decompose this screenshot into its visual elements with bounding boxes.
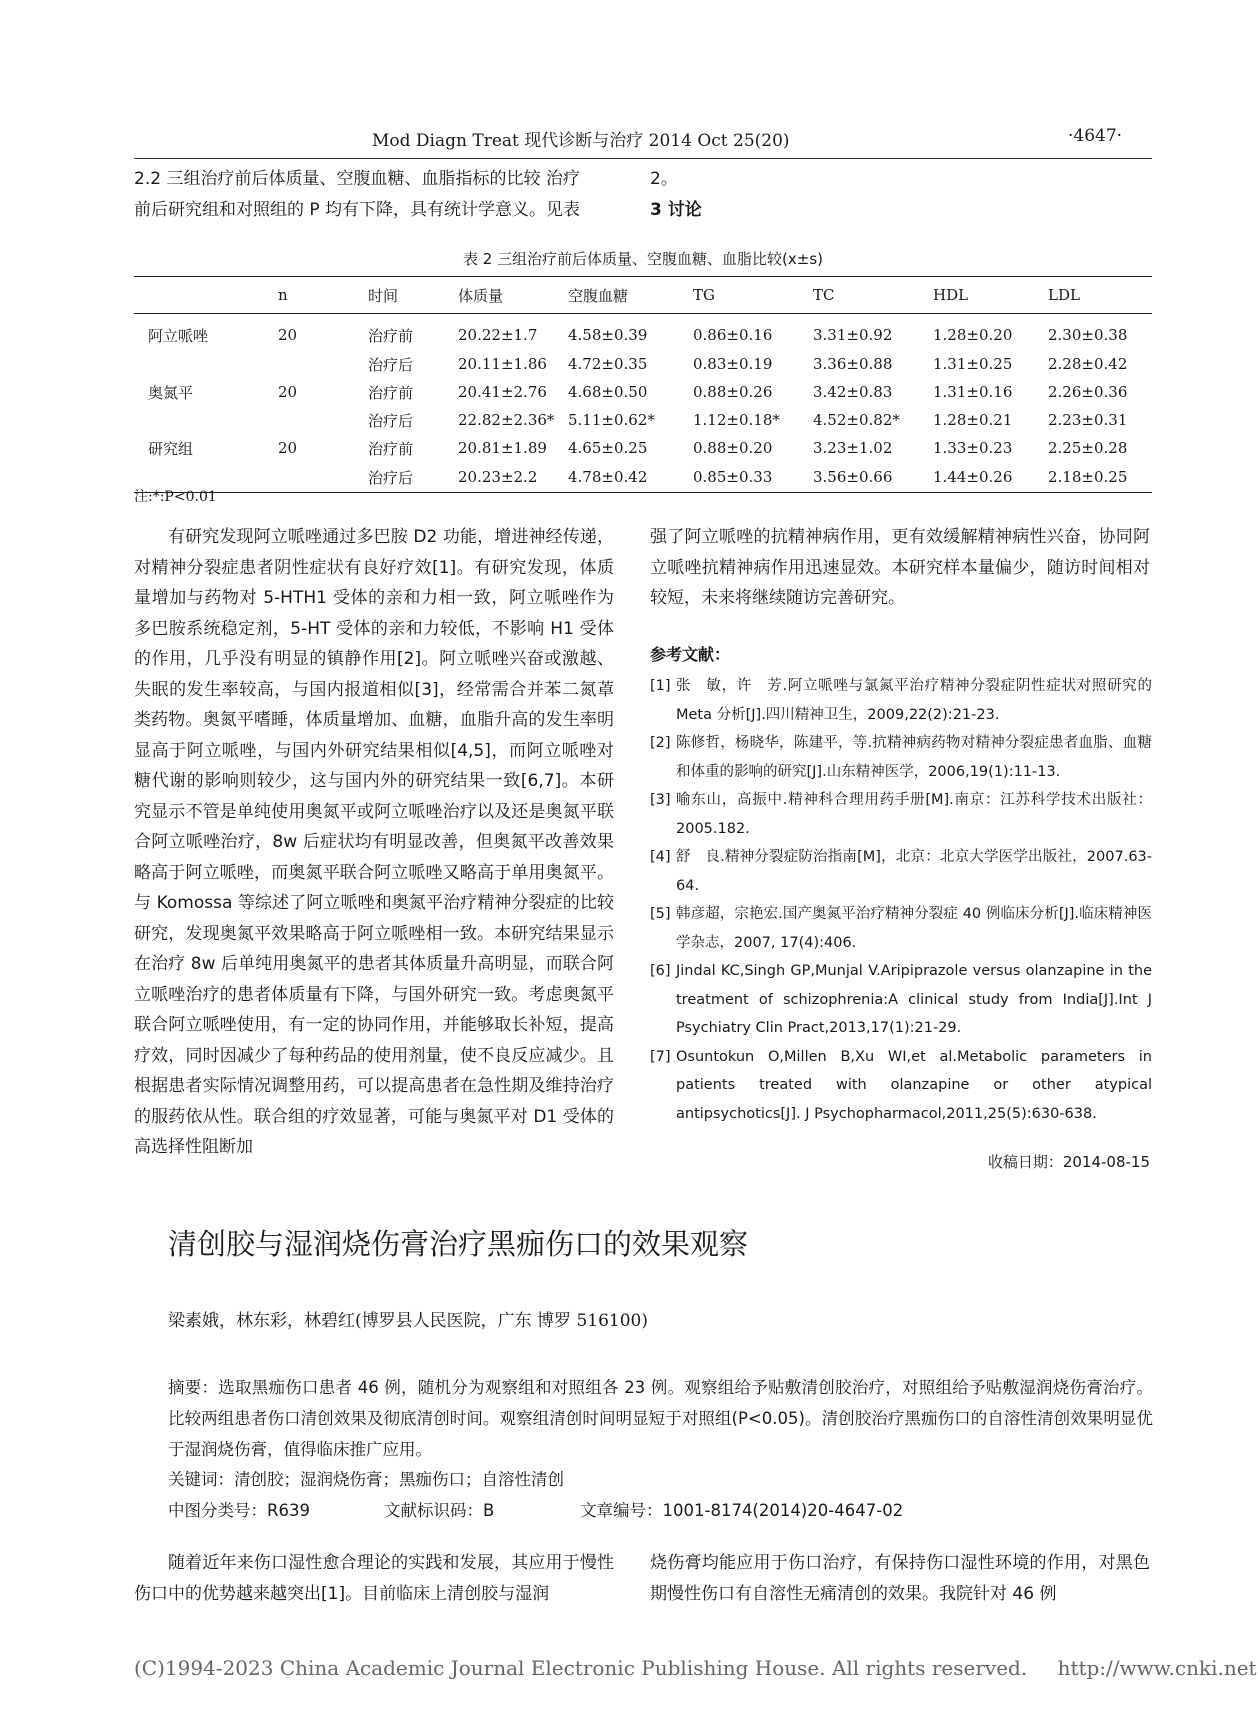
table-note: 注:*:P<0.01: [134, 489, 217, 505]
table-cell: 4.68±0.50: [568, 383, 648, 401]
body-paragraph: 强了阿立哌唑的抗精神病作用，更有效缓解精神病性兴奋，协同阿立哌唑抗精神病作用迅速显效。本研究样本量偏少，随访时间相对较短，未来将继续随访完善研究。: [650, 527, 1150, 608]
table-cell: 20.81±1.89: [458, 439, 547, 457]
table-cell: 研究组: [148, 439, 194, 458]
reference-text: 喻东山，高振中.精神科合理用药手册[M].南京：江苏科学技术出版社：2005.182.: [676, 792, 1152, 837]
body-paragraph: 随着近年来伤口湿性愈合理论的实践和发展，其应用于慢性伤口中的优势越来越突出[1]。目前临床上清创胶与湿润: [134, 1553, 614, 1604]
table-cell: 2.25±0.28: [1048, 439, 1128, 457]
reference-item: [650, 843, 1152, 900]
table-cell: 4.65±0.25: [568, 439, 648, 457]
reference-number: [4]: [650, 849, 671, 865]
table-cell: 20.41±2.76: [458, 383, 547, 401]
table-cell: 1.28±0.20: [933, 326, 1013, 344]
table-cell: 4.52±0.82*: [813, 411, 900, 429]
article-title: 清创胶与湿润烧伤膏治疗黑痂伤口的效果观察: [168, 1227, 749, 1261]
table-cell: [278, 462, 368, 493]
table-body: [134, 314, 1152, 493]
reference-item: [650, 672, 1152, 729]
table-cell: 2.23±0.31: [1048, 411, 1128, 429]
reference-text: 韩彦超，宗艳宏.国产奥氮平治疗精神分裂症 40 例临床分析[J].临床精神医学杂志，2007, 17(4):406.: [676, 906, 1152, 951]
table-cell: 0.88±0.26: [693, 383, 773, 401]
table-cell: 治疗前: [368, 326, 414, 345]
table-header-cell: 空腹血糖: [568, 277, 693, 314]
data-table: [134, 276, 1152, 493]
discussion-left-column: [134, 522, 614, 1163]
document-code: 文献标识码：B: [384, 1501, 495, 1520]
table-cell: 3.36±0.88: [813, 355, 893, 373]
received-date: 收稿日期：2014-08-15: [987, 1153, 1150, 1171]
table-cell: 2.30±0.38: [1048, 326, 1128, 344]
table-cell: 2.26±0.36: [1048, 383, 1128, 401]
table-cell: 0.83±0.19: [693, 355, 773, 373]
discussion-right-column: [650, 522, 1150, 614]
table-cell: 2.18±0.25: [1048, 462, 1152, 493]
reference-text: 陈修哲，杨晓华，陈建平，等.抗精神病药物对精神分裂症患者血脂、血糖和体重的影响的研究[J].山东精神医学，2006,19(1):11-13.: [676, 735, 1152, 780]
table-row: [134, 378, 1152, 406]
body-paragraph: 有研究发现阿立哌唑通过多巴胺 D2 功能，增进神经传递，对精神分裂症患者阴性症状有良好疗效[1]。有研究发现，体质量增加与药物对 5-HTH1 受体的亲和力相一致，阿立哌唑作为多巴胺系统稳定剂，5-HT 受体的亲和力较低，不影响 H1 受体的作用，几乎没有明显的镇静作用[2]。阿立哌唑兴奋或激越、失眠的发生率较高，与国内报道相似[3]，经常需合并苯二氮䓬类药物。奥氮平嗜睡，体质量增加、血糖，血脂升高的发生率明显高于阿立哌唑，与国内外研究结果相似[4,5]，而阿立哌唑对糖代谢的影响则较少，这与国内外的研究结果一致[6,7]。本研究显示不管是单纯使用奥氮平或阿立哌唑治疗以及还是奥氮平联合阿立哌唑治疗，8w 后症状均有明显改善，但奥氮平改善效果略高于阿立哌唑，而奥氮平联合阿立哌唑又略高于单用奥氮平。与 Komossa 等综述了阿立哌唑和奥氮平治疗精神分裂症的比较研究，发现奥氮平效果略高于阿立哌唑相一致。本研究结果显示在治疗 8w 后单纯用奥氮平的患者其体质量升高明显，而联合阿立哌唑治疗的患者体质量有下降，与国外研究一致。考虑奥氮平联合阿立哌唑使用，有一定的协同作用，并能够取长补短，提高疗效，同时因减少了每种药品的使用剂量，使不良反应减少。且根据患者实际情况调整用药，可以提高患者在急性期及维持治疗的服药依从性。联合组的疗效显著，可能与奥氮平对 D1 受体的高选择性阻断加: [134, 527, 614, 1157]
table-cell: 4.72±0.35: [568, 355, 648, 373]
intro-left-column: [134, 1548, 614, 1609]
lead-line: 2。: [650, 169, 678, 189]
reference-number: [2]: [650, 735, 671, 751]
table-cell: 3.42±0.83: [813, 383, 893, 401]
reference-text: Osuntokun O,Millen B,Xu WI,et al.Metabolic parameters in patients treated with olanzapine or other atypical antipsychotics[J]. J Psychopharmacol,2011,25(5):630-638.: [676, 1048, 1152, 1122]
table-cell: 0.85±0.33: [693, 462, 813, 493]
table-row: [134, 462, 1152, 493]
table-header-cell: TC: [813, 277, 933, 314]
table-row: [134, 406, 1152, 434]
reference-item: [650, 786, 1152, 843]
reference-item: [650, 729, 1152, 786]
header-rule: [134, 158, 1152, 159]
copyright-text: (C)1994-2023 China Academic Journal Electronic Publishing House. All rights reserved.: [134, 1656, 1028, 1680]
table-header-row: [134, 277, 1152, 314]
reference-number: [3]: [650, 792, 671, 808]
reference-item: [650, 900, 1152, 957]
article-abstract: 摘要：选取黑痂伤口患者 46 例，随机分为观察组和对照组各 23 例。观察组给予贴敷清创胶治疗，对照组给予贴敷湿润烧伤膏治疗。比较两组患者伤口清创效果及彻底清创时间。观察组清创时间明显短于对照组(P<0.05)。清创胶治疗黑痂伤口的自溶性清创效果明显优于湿润烧伤膏，值得临床推广应用。: [168, 1378, 1153, 1459]
table-cell: 20: [278, 326, 298, 344]
article-keywords: 关键词：清创胶；湿润烧伤膏；黑痂伤口；自溶性清创: [168, 1470, 564, 1489]
reference-number: [5]: [650, 906, 671, 922]
section-heading: 3 讨论: [650, 200, 702, 220]
reference-item: [650, 1043, 1152, 1129]
table-cell: [278, 350, 368, 378]
table-header-cell: LDL: [1048, 277, 1152, 314]
reference-number: [1]: [650, 678, 671, 694]
references-list: [650, 672, 1152, 1128]
copyright-footer: [134, 1656, 1258, 1680]
section-lead-right: [650, 164, 950, 226]
running-header: [0, 120, 1258, 160]
table-cell: 2.28±0.42: [1048, 355, 1128, 373]
source-url[interactable]: http://www.cnki.net: [1057, 1656, 1257, 1680]
reference-text: 舒 良.精神分裂症防治指南[M]，北京：北京大学医学出版社，2007.63-64.: [676, 849, 1152, 894]
table-header-cell: 体质量: [458, 277, 568, 314]
table-cell: 20.23±2.2: [458, 462, 568, 493]
reference-number: [7]: [650, 1048, 671, 1065]
table-cell: 3.31±0.92: [813, 326, 893, 344]
lead-line: 前后研究组和对照组的 P 均有下降，具有统计学意义。见表: [134, 200, 581, 220]
table-cell: 4.58±0.39: [568, 326, 648, 344]
reference-text: Jindal KC,Singh GP,Munjal V.Aripiprazole versus olanzapine in the treatment of schizophrenia:A clinical study from India[J].Int J Psychiatry Clin Pract,2013,17(1):21-29.: [676, 963, 1152, 1036]
table-caption: 表 2 三组治疗前后体质量、空腹血糖、血脂比较(x±s): [462, 250, 824, 268]
table-cell: [278, 406, 368, 434]
section-lead-left: [134, 164, 634, 226]
table-header-cell: TG: [693, 277, 813, 314]
table-row: [134, 434, 1152, 462]
clc-number: 中图分类号：R639: [168, 1501, 310, 1520]
table-cell: 1.31±0.16: [933, 383, 1013, 401]
table-header-cell: 时间: [368, 277, 458, 314]
table-header-cell: HDL: [933, 277, 1048, 314]
table-cell: 治疗前: [368, 383, 414, 402]
table-cell: 1.44±0.26: [933, 462, 1048, 493]
article-authors: 梁素娥，林东彩，林碧红(博罗县人民医院，广东 博罗 516100): [168, 1311, 648, 1331]
table-cell: 奥氮平: [148, 383, 194, 402]
reference-text: 张 敏，许 芳.阿立哌唑与氯氮平治疗精神分裂症阴性症状对照研究的 Meta 分析[J].四川精神卫生，2009,22(2):21-23.: [676, 678, 1152, 723]
table-cell: 1.33±0.23: [933, 439, 1013, 457]
reference-item: [650, 957, 1152, 1043]
table-cell: [134, 406, 278, 434]
table-cell: 5.11±0.62*: [568, 411, 655, 429]
references-title: 参考文献：: [650, 645, 731, 664]
table-cell: 3.56±0.66: [813, 462, 933, 493]
table-cell: 1.31±0.25: [933, 355, 1013, 373]
table-cell: 治疗后: [368, 462, 458, 493]
table-cell: 20.11±1.86: [458, 355, 547, 373]
table-cell: 3.23±1.02: [813, 439, 893, 457]
table-cell: 1.12±0.18*: [693, 411, 780, 429]
table-header-cell: n: [278, 277, 368, 314]
table-cell: 阿立哌唑: [148, 326, 209, 345]
article-number: 文章编号：1001-8174(2014)20-4647-02: [580, 1501, 904, 1520]
table-cell: 4.78±0.42: [568, 462, 693, 493]
intro-right-column: [650, 1548, 1150, 1609]
table-cell: 20: [278, 383, 298, 401]
table-row: [134, 350, 1152, 378]
reference-number: [6]: [650, 963, 671, 979]
table-cell: 0.86±0.16: [693, 326, 773, 344]
table-cell: 20: [278, 439, 298, 457]
table-cell: 治疗后: [368, 355, 414, 374]
table-cell: [134, 350, 278, 378]
lead-line: 2.2 三组治疗前后体质量、空腹血糖、血脂指标的比较 治疗: [134, 169, 580, 189]
table-cell: 22.82±2.36*: [458, 411, 555, 429]
page-number: ·4647·: [1068, 126, 1123, 146]
table-header-cell: [134, 277, 278, 314]
table-row: [134, 314, 1152, 351]
table-cell: 1.28±0.21: [933, 411, 1013, 429]
journal-title: Mod Diagn Treat 现代诊断与治疗 2014 Oct 25(20): [372, 131, 790, 151]
table-cell: 0.88±0.20: [693, 439, 773, 457]
table-cell: 20.22±1.7: [458, 326, 538, 344]
table-cell: 治疗前: [368, 439, 414, 458]
body-paragraph: 烧伤膏均能应用于伤口治疗，有保持伤口湿性环境的作用，对黑色期慢性伤口有自溶性无痛清创的效果。我院针对 46 例: [650, 1553, 1150, 1604]
table-cell: 治疗后: [368, 411, 414, 430]
